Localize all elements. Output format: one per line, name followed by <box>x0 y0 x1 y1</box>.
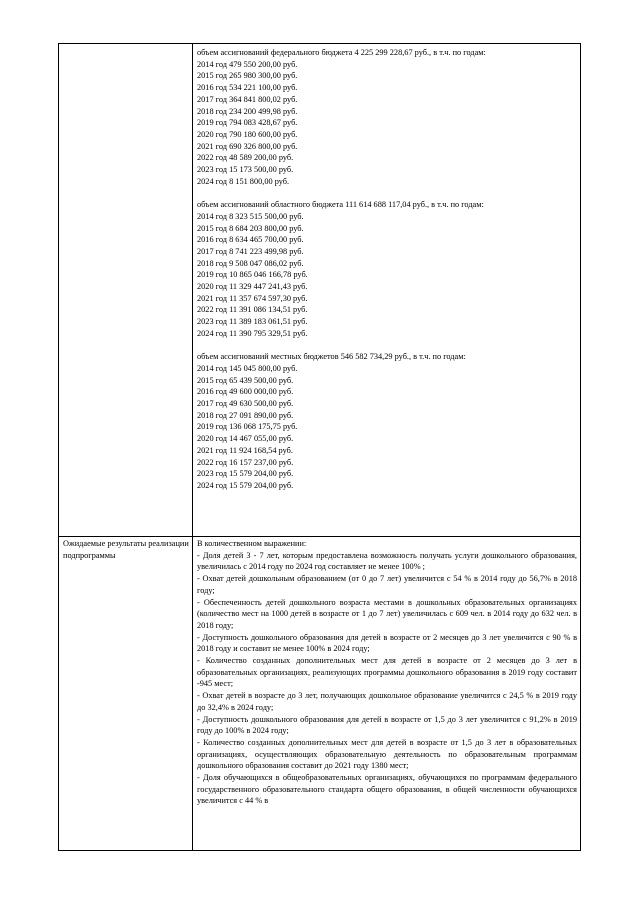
local-year-2021: 2021 год 11 924 168,54 руб. <box>197 445 293 455</box>
regional-heading: объем ассигнований областного бюджета 111 614 688 117,04 руб., в т.ч. по годам: <box>197 200 484 210</box>
local-year-2022: 2022 год 16 157 237,00 руб. <box>197 457 294 467</box>
spacer <box>197 340 577 352</box>
regional-year-2023: 2023 год 11 389 183 061,51 руб. <box>197 317 308 327</box>
regional-year-2021: 2021 год 11 357 674 597,30 руб. <box>197 293 308 303</box>
regional-year-2014: 2014 год 8 323 515 500,00 руб. <box>197 211 304 221</box>
result-item-4: - Доступность дошкольного образования для детей в возрасте от 2 месяцев до 3 лет увеличится с 90 % в 2018 году и составит не менее 100% в 2024 году; <box>197 632 577 654</box>
regional-year-2022: 2022 год 11 391 086 134,51 руб. <box>197 305 308 315</box>
federal-year-2014: 2014 год 479 550 200,00 руб. <box>197 59 298 69</box>
result-item-2: - Охват детей дошкольным образованием (от 0 до 7 лет) увеличится с 54 % в 2014 году до 56,7% в 2018 году; <box>197 574 577 595</box>
result-item-9: - Доля обучающихся в общеобразовательных организациях, обучающихся по программам федерального государственного образовательного стандарта общего образования, в общей численности обучающихся увеличится с 44 % в <box>197 773 577 806</box>
program-table <box>58 43 581 851</box>
federal-year-2019: 2019 год 794 083 428,67 руб. <box>197 118 298 128</box>
federal-year-2016: 2016 год 534 221 100,00 руб. <box>197 83 298 93</box>
local-years-list <box>197 363 577 492</box>
federal-year-2022: 2022 год 48 589 200,00 руб. <box>197 153 294 163</box>
results-cell <box>197 538 577 807</box>
local-year-2023: 2023 год 15 579 204,00 руб. <box>197 469 294 479</box>
result-item-3: - Обеспеченность детей дошкольного возраста местами в дошкольных образовательных организациях (количество мест на 1000 детей в возрасте от 1 до 7 лет) увеличилась с 609 чел. в 2014 году до 632 чел. в 2018 году; <box>197 597 577 630</box>
result-item-1: - Доля детей 3 - 7 лет, которым предоставлена возможность получать услуги дошкольного образования, увеличилась с 2014 году по 2024 год составляет не менее 100% ; <box>197 550 577 572</box>
result-item-8: - Количество созданных дополнительных мест для детей в возрасте от 1,5 до 3 лет в образовательных организациях, осуществляющих образовательную деятельность по образовательным программам дошкольного образования составит до 2021 году 1380 мест; <box>197 737 577 771</box>
federal-year-2021: 2021 год 690 326 800,00 руб. <box>197 141 298 151</box>
row-divider <box>59 536 580 537</box>
federal-year-2015: 2015 год 265 980 300,00 руб. <box>197 71 298 81</box>
result-item-5: - Количество созданных дополнительных мест для детей в возрасте от 2 месяцев до 3 лет в образовательных организациях, реализующих программы дошкольного образования в 2019 году составит -945 мест; <box>197 656 577 689</box>
regional-year-2018: 2018 год 9 508 047 086,02 руб. <box>197 258 304 268</box>
local-year-2024: 2024 год 15 579 204,00 руб. <box>197 480 294 490</box>
results-label-cell <box>63 538 189 561</box>
local-year-2016: 2016 год 49 600 000,00 руб. <box>197 387 294 397</box>
results-intro: В количественном выражении: <box>197 539 307 548</box>
local-year-2018: 2018 год 27 091 890,00 руб. <box>197 410 294 420</box>
local-year-2020: 2020 год 14 467 055,00 руб. <box>197 434 294 444</box>
federal-year-2023: 2023 год 15 173 500,00 руб. <box>197 165 294 175</box>
federal-year-2018: 2018 год 234 200 499,98 руб. <box>197 106 298 116</box>
local-year-2019: 2019 год 136 068 175,75 руб. <box>197 422 298 432</box>
regional-year-2024: 2024 год 11 390 795 329,51 руб. <box>197 328 308 338</box>
regional-year-2016: 2016 год 8 634 465 700,00 руб. <box>197 235 304 245</box>
federal-year-2017: 2017 год 364 841 800,02 руб. <box>197 94 298 104</box>
results-label: Ожидаемые результаты реализации подпрограммы <box>63 539 189 560</box>
federal-heading: объем ассигнований федерального бюджета 4 225 299 228,67 руб., в т.ч. по годам: <box>197 48 486 57</box>
regional-year-2020: 2020 год 11 329 447 241,43 руб. <box>197 282 308 292</box>
spacer <box>197 187 577 199</box>
result-item-6: - Охват детей в возрасте до 3 лет, получающих дошкольное образование увеличится с 24,5 % в 2019 году до 32,4% в 2024 году; <box>197 691 577 712</box>
column-divider <box>192 44 193 850</box>
local-year-2014: 2014 год 145 045 800,00 руб. <box>197 363 298 373</box>
local-year-2017: 2017 год 49 630 500,00 руб. <box>197 399 294 409</box>
local-year-2015: 2015 год 65 439 500,00 руб. <box>197 375 294 385</box>
regional-year-2015: 2015 год 8 684 203 800,00 руб. <box>197 223 304 233</box>
federal-years-list <box>197 59 577 188</box>
regional-years-list <box>197 211 577 340</box>
federal-year-2024: 2024 год 8 151 800,00 руб. <box>197 176 290 186</box>
regional-year-2017: 2017 год 8 741 223 499,98 руб. <box>197 246 304 256</box>
federal-year-2020: 2020 год 790 180 600,00 руб. <box>197 129 298 139</box>
funding-cell <box>197 47 577 492</box>
local-heading: объем ассигнований местных бюджетов 546 582 734,29 руб., в т.ч. по годам: <box>197 352 466 362</box>
regional-year-2019: 2019 год 10 865 046 166,78 руб. <box>197 270 308 280</box>
result-item-7: - Доступность дошкольного образования для детей в возрасте от 1,5 до 3 лет увеличится с 91,2% в 2019 году до 100% в 2024 году; <box>197 714 577 736</box>
